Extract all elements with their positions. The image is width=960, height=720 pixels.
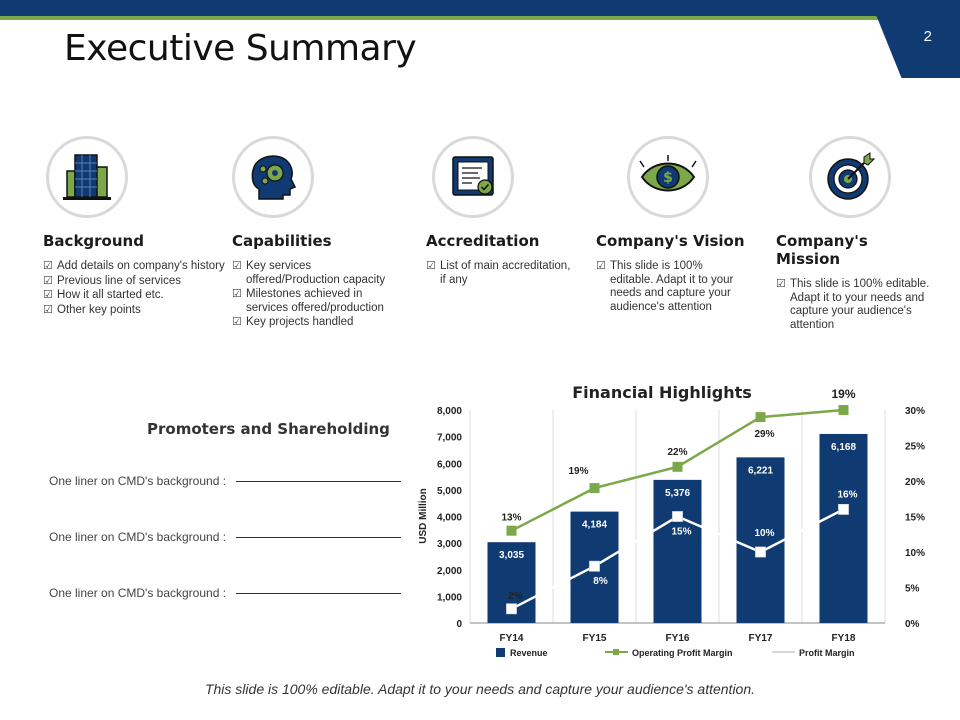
operating-margin-point xyxy=(839,405,849,415)
page-title: Executive Summary xyxy=(64,28,417,69)
revenue-bar xyxy=(654,480,702,623)
y2-tick-label: 10% xyxy=(905,548,926,559)
operating-margin-label: 13% xyxy=(501,512,522,524)
revenue-data-label: 4,184 xyxy=(581,519,608,531)
feature-icon-circle xyxy=(232,136,314,218)
feature-background xyxy=(43,136,233,318)
profit-margin-label: 15% xyxy=(671,526,692,538)
y-tick-label: 3,000 xyxy=(436,539,462,551)
feature-list xyxy=(43,260,233,317)
top-banner xyxy=(0,0,960,16)
top-accent-line xyxy=(0,16,880,20)
profit-margin-point xyxy=(673,512,683,522)
y-tick-label: 1,000 xyxy=(436,592,462,604)
x-tick-label: FY18 xyxy=(831,633,856,644)
feature-vision xyxy=(596,136,746,315)
legend-marker-operating-margin xyxy=(613,649,619,655)
feature-list xyxy=(232,260,402,330)
legend-label-profit-margin: Profit Margin xyxy=(799,648,855,658)
operating-margin-label: 29% xyxy=(754,429,775,441)
operating-margin-point xyxy=(673,462,683,472)
promoter-underline xyxy=(236,481,401,482)
feature-icon-circle xyxy=(809,136,891,218)
feature-capabilities xyxy=(232,136,402,331)
y2-tick-label: 25% xyxy=(905,441,926,453)
profit-margin-label: 16% xyxy=(837,489,858,501)
list-item: ☑ Add details on company's history xyxy=(43,260,233,274)
operating-margin-point xyxy=(756,412,766,422)
feature-title: Capabilities xyxy=(232,232,332,250)
footer-note: This slide is 100% editable. Adapt it to your needs and capture your audience's attention. xyxy=(204,681,756,697)
building-icon xyxy=(59,149,115,205)
operating-margin-point xyxy=(507,526,517,536)
financial-highlights-chart xyxy=(400,378,940,668)
x-tick-label: FY14 xyxy=(499,633,524,644)
chart-title: Financial Highlights xyxy=(572,383,752,402)
eye-dollar-icon xyxy=(638,149,698,205)
revenue-data-label: 6,221 xyxy=(747,465,774,477)
feature-title: Accreditation xyxy=(426,232,540,250)
y2-tick-label: 0% xyxy=(905,619,920,630)
profit-margin-point xyxy=(507,604,517,614)
certificate-icon xyxy=(445,149,501,205)
y-tick-label: 0 xyxy=(456,619,462,630)
y-tick-label: 4,000 xyxy=(436,512,462,524)
y-tick-label: 5,000 xyxy=(436,485,462,497)
revenue-bar xyxy=(820,434,868,623)
profit-margin-point xyxy=(756,547,766,557)
y-tick-label: 2,000 xyxy=(436,565,462,577)
promoter-row xyxy=(49,586,401,600)
legend-label-revenue: Revenue xyxy=(510,648,548,658)
promoter-underline xyxy=(236,593,401,594)
feature-accreditation xyxy=(426,136,576,288)
list-item: ☑ Key projects handled xyxy=(232,316,402,330)
profit-margin-point xyxy=(839,504,849,514)
revenue-data-label: 3,035 xyxy=(498,550,525,562)
target-icon xyxy=(822,149,878,205)
feature-list xyxy=(776,278,936,332)
x-tick-label: FY16 xyxy=(665,633,690,644)
promoter-label: One liner on CMD's background : xyxy=(49,586,227,600)
y2-tick-label: 30% xyxy=(905,406,926,417)
promoter-underline xyxy=(236,537,401,538)
profit-margin-label: 2% xyxy=(508,590,523,602)
list-item: ☑ This slide is 100% editable. Adapt it to your needs and capture your audience's attention xyxy=(596,260,746,314)
list-item: ☑ Milestones achieved in services offered/production xyxy=(232,288,402,315)
feature-title: Company's Vision xyxy=(596,232,745,250)
revenue-data-label: 5,376 xyxy=(664,487,691,499)
y-tick-label: 6,000 xyxy=(436,459,462,471)
y-tick-label: 7,000 xyxy=(436,432,462,444)
revenue-bar xyxy=(737,457,785,623)
list-item: ☑ Key services offered/Production capacity xyxy=(232,260,402,287)
operating-margin-label: 22% xyxy=(667,446,688,458)
y2-tick-label: 20% xyxy=(905,477,926,488)
feature-list xyxy=(596,260,746,314)
profit-margin-point xyxy=(590,561,600,571)
y2-tick-label: 15% xyxy=(905,512,926,524)
x-tick-label: FY17 xyxy=(748,633,773,644)
list-item: ☑ Previous line of services xyxy=(43,275,233,289)
promoter-row xyxy=(49,474,401,488)
feature-icon-circle xyxy=(46,136,128,218)
svg-text:$: $ xyxy=(663,170,673,186)
y2-tick-label: 5% xyxy=(905,583,920,595)
promoters-title: Promoters and Shareholding xyxy=(147,420,390,438)
feature-icon-circle xyxy=(432,136,514,218)
promoter-label: One liner on CMD's background : xyxy=(49,530,227,544)
operating-margin-label: 19% xyxy=(831,387,856,401)
legend-swatch-revenue xyxy=(496,648,505,657)
list-item: ☑ Other key points xyxy=(43,304,233,318)
feature-icon-circle xyxy=(627,136,709,218)
promoter-label: One liner on CMD's background : xyxy=(49,474,227,488)
head-gear-icon xyxy=(245,149,301,205)
feature-list xyxy=(426,260,576,287)
legend-label-operating-margin: Operating Profit Margin xyxy=(632,648,733,658)
corner-tab xyxy=(870,0,960,78)
list-item: ☑ How it all started etc. xyxy=(43,289,233,303)
y-tick-label: 8,000 xyxy=(436,406,462,417)
feature-title: Background xyxy=(43,232,144,250)
operating-margin-label: 19% xyxy=(568,466,589,478)
profit-margin-label: 10% xyxy=(754,528,775,539)
operating-margin-point xyxy=(590,483,600,493)
page-number: 2 xyxy=(923,28,932,45)
y-axis-label: USD Million xyxy=(418,488,429,544)
promoter-row xyxy=(49,530,401,544)
list-item: ☑ This slide is 100% editable. Adapt it to your needs and capture your audience's attention xyxy=(776,278,936,332)
list-item: ☑ List of main accreditation, if any xyxy=(426,260,576,287)
x-tick-label: FY15 xyxy=(582,633,607,644)
revenue-data-label: 6,168 xyxy=(830,441,857,453)
profit-margin-label: 8% xyxy=(593,576,608,588)
feature-mission xyxy=(776,136,936,333)
feature-title: Company's Mission xyxy=(776,232,868,268)
